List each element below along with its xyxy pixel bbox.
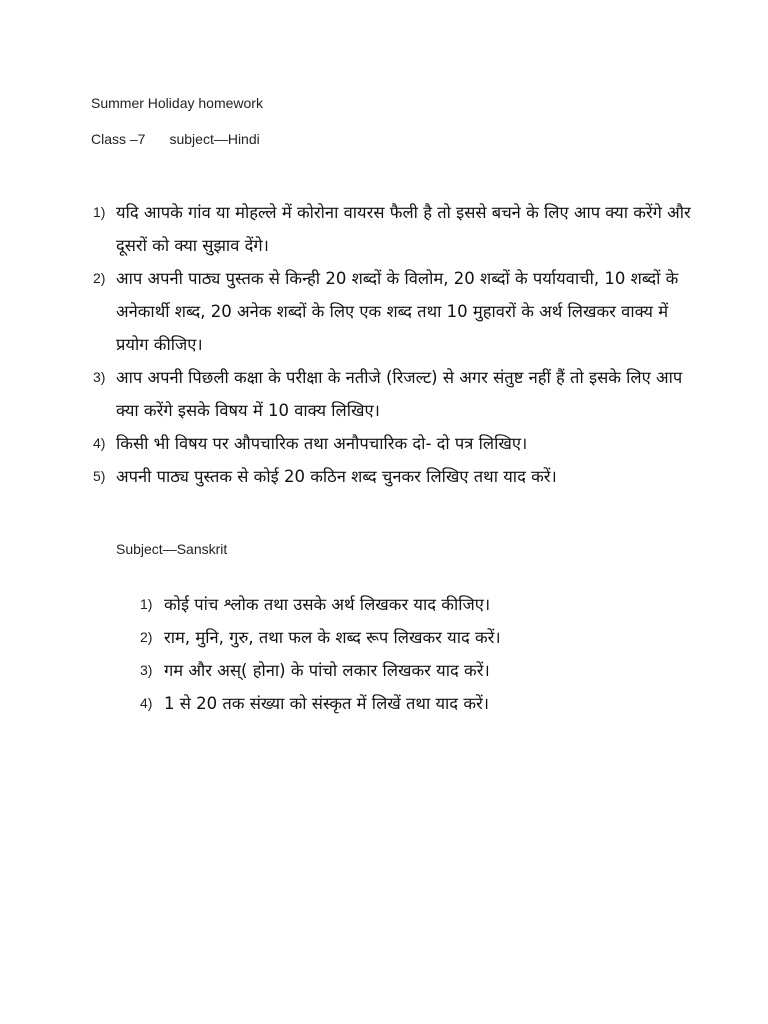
question-text: किसी भी विषय पर औपचारिक तथा अनौपचारिक दो- दो पत्र लिखिए। [116,434,528,453]
question-text: राम, मुनि, गुरु, तथा फल के शब्द रूप लिखकर याद करें। [164,628,501,647]
sanskrit-subject-heading: Subject—Sanskrit [116,541,228,557]
sanskrit-question [140,621,660,654]
question-text: आप अपनी पिछली कक्षा के परीक्षा के नतीजे (रिजल्ट) से अगर संतुष्ट नहीं हैं तो इसके लिए आप क्या करेंगे इसके विषय में 10 वाक्य लिखिए। [116,368,683,420]
hindi-question-list [93,196,693,493]
sanskrit-question-list [140,588,660,720]
question-number: 2) [140,629,153,645]
sanskrit-question [140,588,660,621]
question-text: यदि आपके गांव या मोहल्ले में कोरोना वायरस फैली है तो इससे बचने के लिए आप क्या करेंगे और दूसरों को क्या सुझाव देंगे। [116,203,691,255]
hindi-question [93,361,693,427]
sanskrit-question [140,654,660,687]
class-label: Class –7 [91,131,146,147]
question-number: 4) [140,695,153,711]
question-text: कोई पांच श्लोक तथा उसके अर्थ लिखकर याद कीजिए। [164,595,491,614]
question-number: 3) [93,369,106,385]
hindi-question [93,196,693,262]
question-text: गम और अस्( होना) के पांचो लकार लिखकर याद करें। [164,661,490,680]
question-text: आप अपनी पाठ्य पुस्तक से किन्ही 20 शब्दों के विलोम, 20 शब्दों के पर्यायवाची, 10 शब्दों के अनेकार्थी शब्द, 20 अनेक शब्दों के लिए एक शब्द तथा 10 मुहावरों के अर्थ लिखकर वाक्य में प्रयोग कीजिए। [116,269,679,354]
question-number: 1) [140,596,153,612]
question-number: 1) [93,204,106,220]
question-text: अपनी पाठ्य पुस्तक से कोई 20 कठिन शब्द चुनकर लिखिए तथा याद करें। [116,467,557,486]
sanskrit-question [140,687,660,720]
subject-label: subject—Hindi [169,131,260,147]
question-number: 2) [93,270,106,286]
question-text: 1 से 20 तक संख्या को संस्कृत में लिखें तथा याद करें। [164,694,489,713]
class-subject-line [91,131,260,147]
question-number: 3) [140,662,153,678]
question-number: 5) [93,468,106,484]
question-number: 4) [93,435,106,451]
hindi-question [93,460,693,493]
hindi-question [93,262,693,361]
document-title: Summer Holiday homework [91,95,263,111]
hindi-question [93,427,693,460]
